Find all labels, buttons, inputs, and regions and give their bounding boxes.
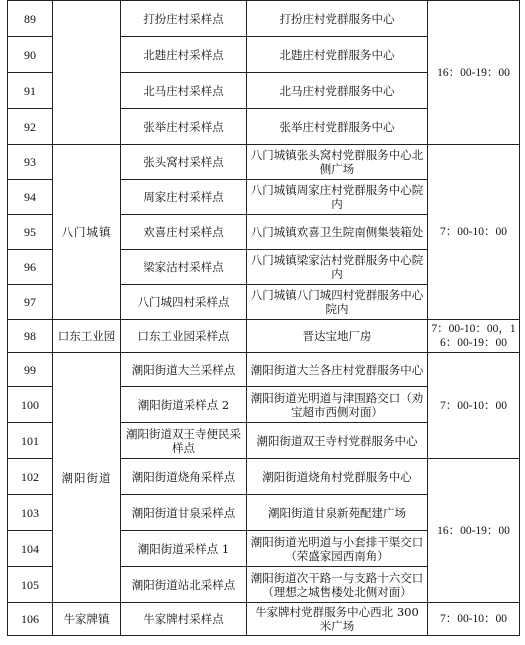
sampling-sites-table [7,0,520,636]
sampling-time: 7：00-10：00，16：00-19：00 [428,320,520,353]
site-location: 潮阳街道烧角村党群服务中心 [247,459,428,495]
site-location: 八门城镇梁家沽村党群服务中心院内 [247,250,428,285]
row-number: 98 [8,320,53,353]
site-location: 潮阳街道甘泉新苑配建广场 [247,495,428,531]
table-row [8,603,520,636]
row-number: 90 [8,37,53,73]
site-location: 潮阳街道大兰各庄村党群服务中心 [247,353,428,387]
sampling-time: 7：00-10：00 [428,145,520,320]
row-number: 89 [8,1,53,37]
site-name: 潮阳街道采样点 1 [121,531,247,567]
row-number: 99 [8,353,53,387]
site-location: 潮阳街道次干路一与支路十六交口（理想之城售楼处北侧对面） [247,567,428,603]
site-location: 北马庄村党群服务中心 [247,73,428,109]
site-location: 八门城镇张头窝村党群服务中心北侧广场 [247,145,428,180]
site-name: 北马庄村采样点 [121,73,247,109]
row-number: 103 [8,495,53,531]
site-name: 打扮庄村采样点 [121,1,247,37]
site-name: 八门城四村采样点 [121,285,247,320]
row-number: 101 [8,423,53,459]
row-number: 100 [8,387,53,423]
site-name: 口东工业园采样点 [121,320,247,353]
row-number: 105 [8,567,53,603]
town-cell-empty [53,1,121,145]
table-row [8,353,520,387]
row-number: 106 [8,603,53,636]
town-name: 口东工业园 [53,320,121,353]
site-name: 北韪庄村采样点 [121,37,247,73]
site-name: 潮阳街道甘泉采样点 [121,495,247,531]
row-number: 104 [8,531,53,567]
town-name: 八门城镇 [53,145,121,320]
site-name: 张举庄村采样点 [121,109,247,145]
row-number: 93 [8,145,53,180]
sampling-time: 16：00-19：00 [428,459,520,603]
site-location: 张举庄村党群服务中心 [247,109,428,145]
sampling-sites-table-page [7,0,519,642]
site-location: 潮阳街道光明道与津围路交口（劝宝超市西侧对面） [247,387,428,423]
site-name: 潮阳街道站北采样点 [121,567,247,603]
site-name: 牛家牌村采样点 [121,603,247,636]
table-row [8,1,520,37]
town-name: 牛家牌镇 [53,603,121,636]
table-row [8,320,520,353]
site-name: 梁家沽村采样点 [121,250,247,285]
site-name: 潮阳街道烧角采样点 [121,459,247,495]
site-name: 周家庄村采样点 [121,180,247,215]
sampling-time: 16：00-19：00 [428,1,520,145]
site-location: 八门城镇周家庄村党群服务中心院内 [247,180,428,215]
site-location: 牛家牌村党群服务中心西北 300 米广场 [247,603,428,636]
row-number: 97 [8,285,53,320]
site-name: 潮阳街道双王寺便民采样点 [121,423,247,459]
site-name: 张头窝村采样点 [121,145,247,180]
site-location: 北韪庄村党群服务中心 [247,37,428,73]
row-number: 94 [8,180,53,215]
row-number: 92 [8,109,53,145]
row-number: 95 [8,215,53,250]
site-location: 晋达宝地厂房 [247,320,428,353]
site-location: 八门城镇八门城四村党群服务中心院内 [247,285,428,320]
site-location: 潮阳街道双王寺村党群服务中心 [247,423,428,459]
row-number: 91 [8,73,53,109]
sampling-time: 7：00-10：00 [428,353,520,459]
site-location: 八门城镇欢喜卫生院南侧集装箱处 [247,215,428,250]
row-number: 96 [8,250,53,285]
table-row [8,145,520,180]
site-location: 潮阳街道光明道与小套排干渠交口（荣盛家园西南角） [247,531,428,567]
site-name: 潮阳街道采样点 2 [121,387,247,423]
site-location: 打扮庄村党群服务中心 [247,1,428,37]
sampling-time: 7：00-10：00 [428,603,520,636]
row-number: 102 [8,459,53,495]
site-name: 潮阳街道大兰采样点 [121,353,247,387]
site-name: 欢喜庄村采样点 [121,215,247,250]
town-name: 潮阳街道 [53,353,121,603]
